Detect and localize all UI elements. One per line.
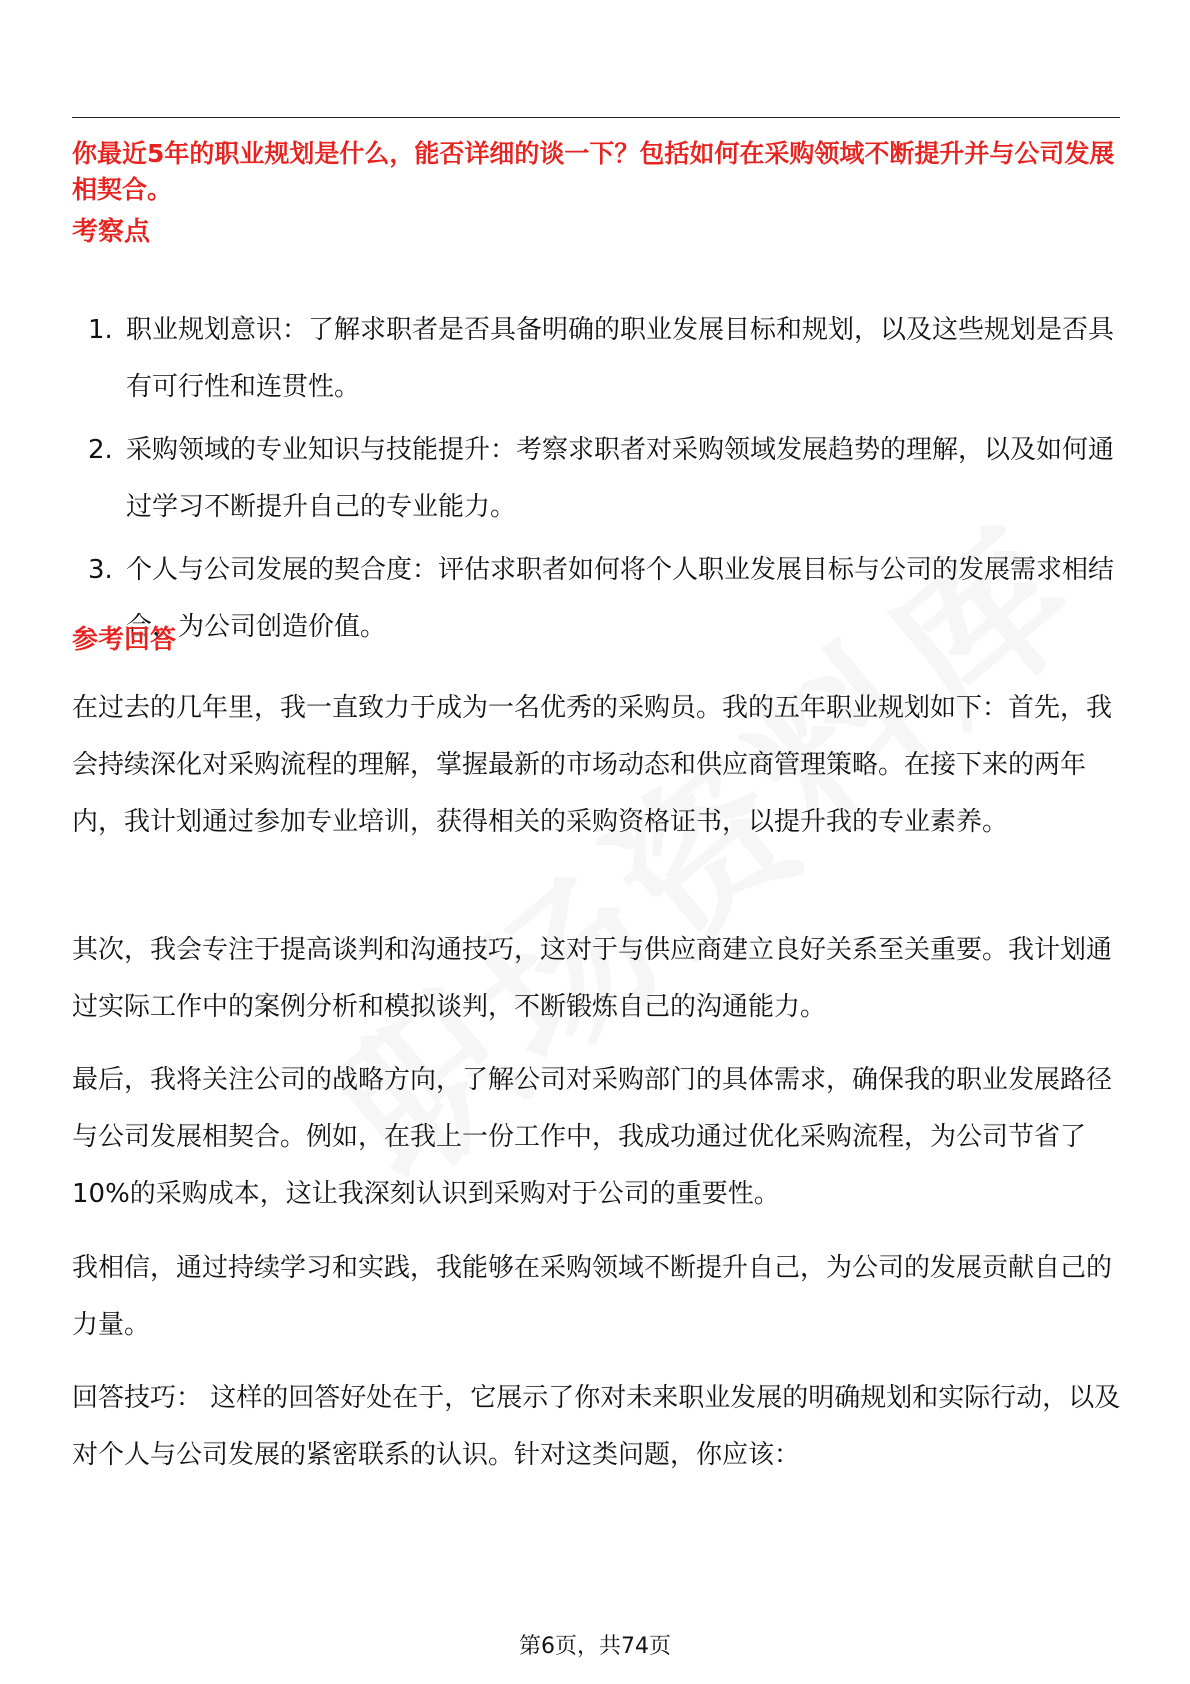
list-text: 职业规划意识：了解求职者是否具备明确的职业发展目标和规划，以及这些规划是否具有可行性和连贯性。 — [126, 315, 1115, 402]
top-divider — [72, 117, 1120, 118]
tips-paragraph: 回答技巧： 这样的回答好处在于，它展示了你对未来职业发展的明确规划和实际行动，以及对个人与公司发展的紧密联系的认识。针对这类问题，你应该： — [72, 1383, 1121, 1470]
list-item — [72, 302, 1122, 416]
question-title: 你最近5年的职业规划是什么，能否详细的谈一下？包括如何在采购领域不断提升并与公司发展相契合。 — [72, 139, 1115, 204]
answer-paragraph: 在过去的几年里，我一直致力于成为一名优秀的采购员。我的五年职业规划如下：首先，我会持续深化对采购流程的理解，掌握最新的市场动态和供应商管理策略。在接下来的两年内，我计划通过参加专业培训，获得相关的采购资格证书，以提升我的专业素养。 — [72, 693, 1113, 837]
evaluation-points-list — [72, 302, 1122, 662]
list-number: 2. — [88, 435, 113, 465]
points-heading: 考察点 — [72, 217, 151, 247]
list-text: 个人与公司发展的契合度：评估求职者如何将个人职业发展目标与公司的发展需求相结合，为公司创造价值。 — [126, 555, 1115, 642]
list-text: 采购领域的专业知识与技能提升：考察求职者对采购领域发展趋势的理解，以及如何通过学习不断提升自己的专业能力。 — [126, 435, 1115, 522]
answer-heading: 参考回答 — [72, 625, 177, 655]
answer-paragraph: 最后，我将关注公司的战略方向，了解公司对采购部门的具体需求，确保我的职业发展路径与公司发展相契合。例如，在我上一份工作中，我成功通过优化采购流程，为公司节省了10%的采购成本，这让我深刻认识到采购对于公司的重要性。 — [72, 1065, 1113, 1209]
list-item — [72, 422, 1122, 536]
list-number: 1. — [88, 315, 113, 345]
answer-paragraph: 其次，我会专注于提高谈判和沟通技巧，这对于与供应商建立良好关系至关重要。我计划通过实际工作中的案例分析和模拟谈判，不断锻炼自己的沟通能力。 — [72, 935, 1113, 1022]
answer-paragraph: 我相信，通过持续学习和实践，我能够在采购领域不断提升自己，为公司的发展贡献自己的力量。 — [72, 1253, 1113, 1340]
list-number: 3. — [88, 555, 113, 585]
list-item — [72, 542, 1122, 656]
page-number: 第6页，共74页 — [519, 1634, 671, 1659]
